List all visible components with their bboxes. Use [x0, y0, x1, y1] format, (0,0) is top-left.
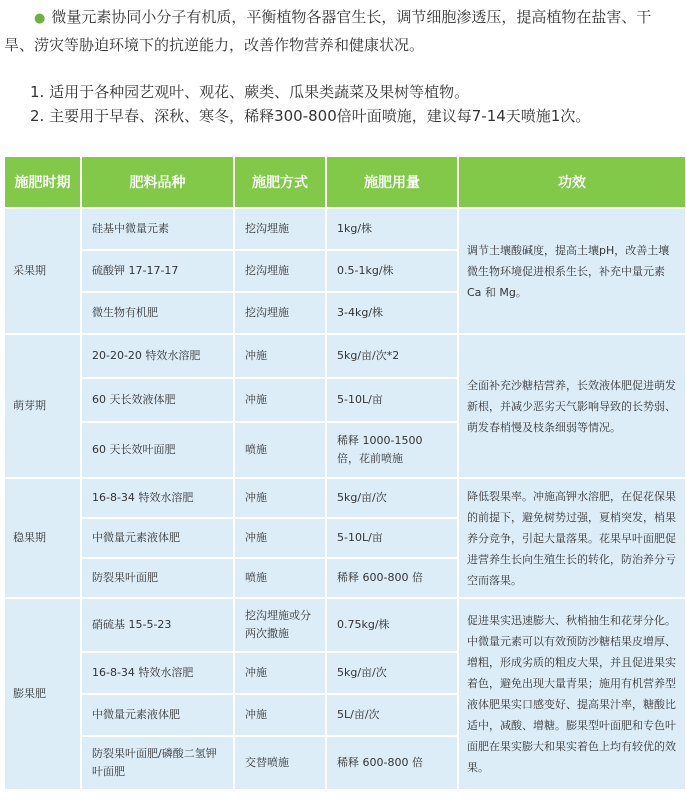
method-cell: 冲施 [235, 379, 325, 421]
method-cell: 挖沟埋施 [235, 293, 325, 333]
effect-cell: 调节土壤酸碱度，提高土壤pH，改善土壤微生物环境促进根系生长，补充中量元素 Ca 和 Mg。 [459, 209, 685, 333]
dose-cell: 3-4kg/株 [327, 293, 457, 333]
effect-cell: 促进果实迅速膨大、秋梢抽生和花芽分化。中微量元素可以有效预防沙糖桔果皮增厚、增粗，形成劣质的粗皮大果，并且促进果实着色，避免出现大量青果；施用有机营养型液体肥果实口感变好、提高果汁率，糖酸比适中，减酸、增糖。膨果型叶面肥和专色叶面肥在果实膨大和果实着色上均有较优的效果。 [459, 599, 685, 789]
dose-cell: 5kg/亩/次*2 [327, 335, 457, 377]
header-method: 施肥方式 [235, 157, 325, 207]
dose-cell: 5kg/亩/次 [327, 479, 457, 517]
header-dose: 施肥用量 [327, 157, 457, 207]
product-cell: 60 天长效叶面肥 [82, 423, 233, 477]
usage-list [30, 80, 680, 128]
dose-cell: 稀释 600-800 倍 [327, 737, 457, 789]
period-cell: 萌芽期 [5, 335, 80, 477]
intro-text: 微量元素协同小分子有机质，平衡植物各器官生长，调节细胞渗透压，提高植物在盐害、干旱、涝灾等胁迫环境下的抗逆能力，改善作物营养和健康状况。 [4, 8, 652, 54]
method-cell: 挖沟埋施 [235, 251, 325, 291]
dose-cell: 5kg/亩/次 [327, 653, 457, 693]
dose-cell: 稀释 600-800 倍 [327, 559, 457, 597]
product-cell: 防裂果叶面肥/磷酸二氢钾叶面肥 [82, 737, 233, 789]
dose-cell: 5-10L/亩 [327, 379, 457, 421]
table-row [5, 599, 685, 651]
product-cell: 中微量元素液体肥 [82, 519, 233, 557]
effect-cell: 降低裂果率。冲施高钾水溶肥，在促花保果的前提下，避免树势过强，夏梢突发，梢果养分竞争，引起大量落果。花果早叶面肥促进营养生长向生殖生长的转化，防治养分亏空而落果。 [459, 479, 685, 597]
header-effect: 功效 [459, 157, 685, 207]
product-cell: 中微量元素液体肥 [82, 695, 233, 735]
method-cell: 喷施 [235, 559, 325, 597]
method-cell: 冲施 [235, 695, 325, 735]
method-cell: 冲施 [235, 653, 325, 693]
product-cell: 防裂果叶面肥 [82, 559, 233, 597]
period-cell: 稳果期 [5, 479, 80, 597]
dose-cell: 5-10L/亩 [327, 519, 457, 557]
product-cell: 硅基中微量元素 [82, 209, 233, 249]
dose-cell: 0.5-1kg/株 [327, 251, 457, 291]
table-row [5, 479, 685, 517]
table-row [5, 209, 685, 249]
bullet-dot-icon: ● [34, 11, 46, 26]
product-cell: 微生物有机肥 [82, 293, 233, 333]
product-cell: 硫酸钾 17-17-17 [82, 251, 233, 291]
usage-item-2: 2. 主要用于早春、深秋、寒冬，稀释300-800倍叶面喷施，建议每7-14天喷施1次。 [30, 107, 591, 125]
product-cell: 16-8-34 特效水溶肥 [82, 653, 233, 693]
product-cell: 60 天长效液体肥 [82, 379, 233, 421]
header-product: 肥料品种 [82, 157, 233, 207]
dose-cell: 0.75kg/株 [327, 599, 457, 651]
product-cell: 20-20-20 特效水溶肥 [82, 335, 233, 377]
product-cell: 硝硫基 15-5-23 [82, 599, 233, 651]
dose-cell: 稀释 1000-1500 倍，花前喷施 [327, 423, 457, 477]
method-cell: 交替喷施 [235, 737, 325, 789]
method-cell: 挖沟埋施 [235, 209, 325, 249]
dose-cell: 1kg/株 [327, 209, 457, 249]
method-cell: 冲施 [235, 479, 325, 517]
period-cell: 膨果肥 [5, 599, 80, 789]
method-cell: 冲施 [235, 519, 325, 557]
period-cell: 采果期 [5, 209, 80, 333]
usage-item-1: 1. 适用于各种园艺观叶、观花、蕨类、瓜果类蔬菜及果树等植物。 [30, 83, 470, 101]
fertilization-table [3, 155, 686, 791]
product-cell: 16-8-34 特效水溶肥 [82, 479, 233, 517]
method-cell: 喷施 [235, 423, 325, 477]
intro-paragraph [4, 4, 680, 58]
effect-cell: 全面补充沙糖桔营养，长效液体肥促进萌发新根，并减少恶劣天气影响导致的长势弱、萌发春梢慢及枝条细弱等情况。 [459, 335, 685, 477]
dose-cell: 5L/亩/次 [327, 695, 457, 735]
method-cell: 冲施 [235, 335, 325, 377]
table-row [5, 335, 685, 377]
table-header-row [5, 157, 685, 207]
header-period: 施肥时期 [5, 157, 80, 207]
method-cell: 挖沟埋施或分两次撒施 [235, 599, 325, 651]
